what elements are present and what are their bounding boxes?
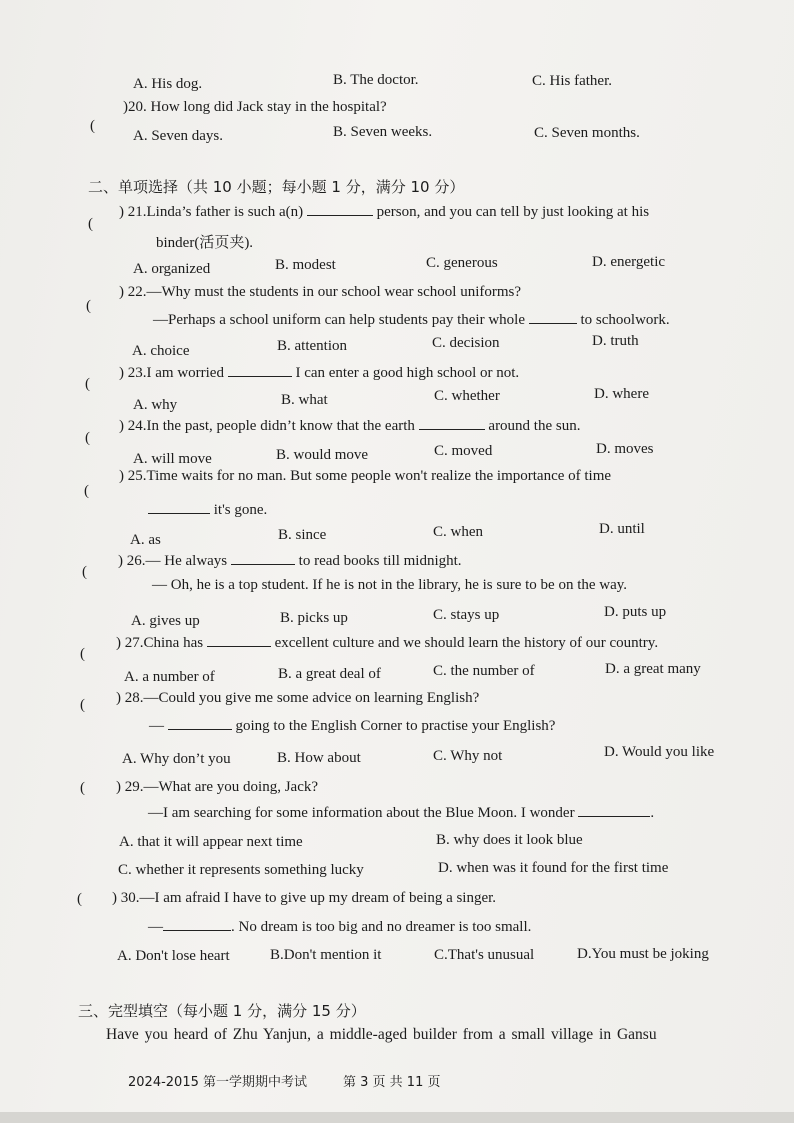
q30-stem: ) 30.—I am afraid I have to give up my dream of being a singer. [112, 890, 497, 906]
q28-paren: ( [80, 697, 85, 713]
q30-option-a: A. Don't lose heart [117, 948, 230, 964]
q22-stem: ) 22.—Why must the students in our school wear school uniforms? [119, 284, 522, 300]
q28-option-b: B. How about [277, 750, 361, 766]
q20-option-b: B. Seven weeks. [333, 124, 433, 140]
q26-option-b: B. picks up [280, 610, 348, 626]
q21-stem: ) 21.Linda’s father is such a(n) person, and you can tell by just looking at his [119, 204, 650, 220]
q26-paren: ( [82, 564, 87, 580]
q23-option-d: D. where [594, 386, 649, 402]
q30-option-b: B.Don't mention it [270, 947, 382, 963]
q28-option-d: D. Would you like [604, 744, 715, 760]
q20-paren: ( [90, 118, 95, 134]
q30-paren: ( [77, 891, 82, 907]
section2-title: 二、单项选择（共 10 小题；每小题 1 分，满分 10 分） [88, 178, 465, 196]
footer-term: 2024-2015 第一学期期中考试 [128, 1075, 307, 1090]
q22-paren: ( [86, 298, 91, 314]
q22-option-a: A. choice [132, 343, 190, 359]
q22-option-d: D. truth [592, 333, 639, 349]
q24-option-b: B. would move [276, 447, 369, 463]
q26-option-d: D. puts up [604, 604, 667, 620]
q28-stem: ) 28.—Could you give me some advice on learning English? [116, 690, 480, 706]
q24-option-d: D. moves [596, 441, 654, 457]
q27-stem: ) 27.China has excellent culture and we should learn the history of our country. [116, 635, 659, 651]
section3-title: 三、完型填空（每小题 1 分，满分 15 分） [78, 1002, 366, 1020]
q25-option-c: C. when [433, 524, 483, 540]
q29-option-d: D. when was it found for the first time [438, 860, 669, 876]
q25-paren: ( [84, 483, 89, 499]
section3-intro: Have you heard of Zhu Yanjun, a middle-aged builder from a small village in Gansu [106, 1026, 657, 1043]
q19-option-a: A. His dog. [133, 76, 203, 92]
q19-option-c: C. His father. [532, 73, 612, 89]
q26-stem-line2: — Oh, he is a top student. If he is not in the library, he is sure to be on the way. [152, 577, 628, 593]
q25-option-b: B. since [278, 527, 327, 543]
q28-option-a: A. Why don’t you [122, 751, 231, 767]
q26-option-c: C. stays up [433, 607, 500, 623]
q24-paren: ( [85, 430, 90, 446]
q21-option-a: A. organized [133, 261, 211, 277]
q30-option-c: C.That's unusual [434, 947, 535, 963]
q21-option-d: D. energetic [592, 254, 666, 270]
q27-option-d: D. a great many [605, 661, 701, 677]
q25-stem: ) 25.Time waits for no man. But some people won't realize the importance of time [119, 468, 612, 484]
q30-stem-line2: — . No dream is too big and no dreamer is too small. [148, 919, 532, 935]
q27-option-a: A. a number of [124, 669, 215, 685]
q28-stem-line2: — going to the English Corner to practise your English? [149, 718, 556, 734]
q23-option-a: A. why [133, 397, 178, 413]
q29-option-b: B. why does it look blue [436, 832, 583, 848]
q29-stem: ) 29.—What are you doing, Jack? [116, 779, 319, 795]
q29-stem-line2: —I am searching for some information about the Blue Moon. I wonder . [148, 805, 655, 821]
q20-stem: )20. How long did Jack stay in the hospital? [123, 99, 387, 115]
q20-option-c: C. Seven months. [534, 125, 640, 141]
q26-stem: ) 26.— He always to read books till midnight. [118, 553, 462, 569]
q27-paren: ( [80, 646, 85, 662]
q23-option-b: B. what [281, 392, 328, 408]
q29-option-a: A. that it will appear next time [119, 834, 303, 850]
q24-stem: ) 24.In the past, people didn’t know that the earth around the sun. [119, 418, 581, 434]
q28-option-c: C. Why not [433, 748, 503, 764]
q27-option-b: B. a great deal of [278, 666, 381, 682]
q24-option-a: A. will move [133, 451, 212, 467]
page-bottom-edge [0, 1112, 794, 1123]
q23-paren: ( [85, 376, 90, 392]
q22-option-c: C. decision [432, 335, 500, 351]
q27-option-c: C. the number of [433, 663, 535, 679]
q22-stem-line2: —Perhaps a school uniform can help students pay their whole to schoolwork. [153, 312, 670, 328]
q21-option-b: B. modest [275, 257, 336, 273]
footer-page-number: 第 3 页 共 11 页 [343, 1075, 441, 1090]
q29-option-c: C. whether it represents something lucky [118, 862, 364, 878]
q29-paren: ( [80, 780, 85, 796]
q25-stem-line2: it's gone. [148, 501, 267, 519]
q21-paren: ( [88, 216, 93, 232]
q24-option-c: C. moved [434, 443, 493, 459]
q25-option-d: D. until [599, 521, 645, 537]
q19-option-b: B. The doctor. [333, 72, 419, 88]
q23-stem: ) 23.I am worried I can enter a good high school or not. [119, 365, 520, 381]
q23-option-c: C. whether [434, 388, 500, 404]
q22-option-b: B. attention [277, 338, 347, 354]
q20-option-a: A. Seven days. [133, 128, 223, 144]
q26-option-a: A. gives up [131, 613, 200, 629]
q21-stem-line2: binder(活页夹). [156, 235, 254, 251]
q25-option-a: A. as [130, 532, 161, 548]
q30-option-d: D.You must be joking [577, 946, 709, 962]
q21-option-c: C. generous [426, 255, 498, 271]
